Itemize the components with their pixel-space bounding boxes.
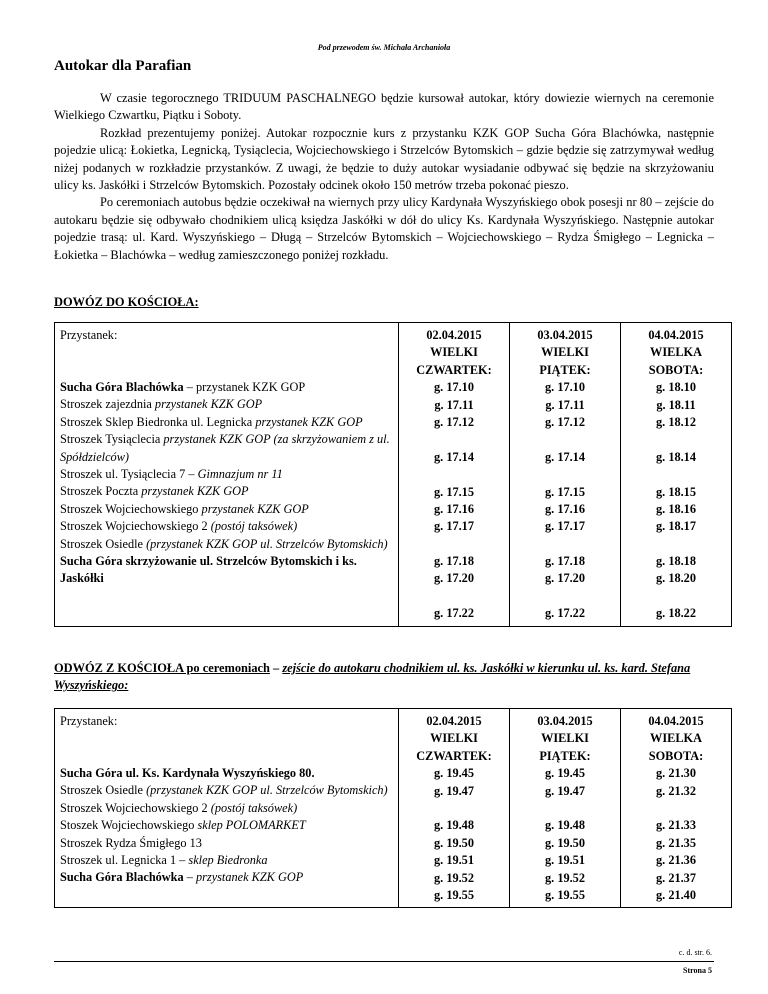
paragraph-2: Rozkład prezentujemy poniżej. Autokar rozpocznie kurs z przystanku KZK GOP Sucha Góra Blachówka, następnie pojedzie ulicą: Łokietka, Legnicką, Tysiąclecia, Wojciechowskiego i Strzelców Bytomskich – gdzie będzie się zatrzymywał według niżej podanych w rozkładzie przystanków. Z uwagi, że będzie to duży autokar wysiadanie odbywać się będzie na skrzyżowaniu ulicy ks. Jaskółki i Strzelców Bytomskich. Pozostały odcinek około 150 metrów trzeba pokonać pieszo. <box>54 125 714 193</box>
time-cell: g. 19.50 <box>434 835 474 850</box>
time-cell: g. 17.10 <box>545 380 585 395</box>
time-cell: g. 17.22 <box>545 606 585 621</box>
times-list <box>626 765 726 904</box>
time-cell: g. 21.32 <box>656 783 696 798</box>
time-cell: g. 19.45 <box>434 766 474 781</box>
stop-item: Stroszek Wojciechowskiego 2 (postój taksówek) <box>60 800 298 815</box>
time-cell: g. 19.51 <box>434 853 474 868</box>
stop-header: Przystanek: <box>60 328 118 342</box>
day-column-saturday <box>621 709 732 908</box>
time-cell <box>404 431 504 448</box>
stop-item: Stroszek ul. Tysiąclecia 7 – Gimnazjum nr 11 <box>60 467 283 482</box>
time-cell: g. 21.35 <box>656 835 696 850</box>
time-cell: g. 21.37 <box>656 870 696 885</box>
day-column-thursday <box>399 709 510 908</box>
time-cell: g. 18.10 <box>656 380 696 395</box>
table-row <box>55 323 732 627</box>
time-cell: g. 19.48 <box>434 818 474 833</box>
time-cell: g. 17.11 <box>545 397 585 412</box>
page-number: Strona 5 <box>683 966 712 975</box>
day-header: 04.04.2015 WIELKA SOBOTA: <box>648 328 704 377</box>
time-cell: g. 18.18 <box>656 554 696 569</box>
time-cell: g. 19.50 <box>545 835 585 850</box>
stops-column <box>55 323 399 627</box>
continuation-note: c. d. str. 6. <box>678 948 712 957</box>
time-cell <box>515 800 615 817</box>
time-cell <box>404 536 504 553</box>
time-cell: g. 19.52 <box>434 870 474 885</box>
time-cell: g. 17.12 <box>545 414 585 429</box>
day-column-saturday <box>621 323 732 627</box>
time-cell: g. 19.51 <box>545 853 585 868</box>
time-cell <box>515 431 615 448</box>
section-heading-arrival: DOWÓZ DO KOŚCIOŁA: <box>54 295 199 309</box>
article-body <box>54 90 714 264</box>
times-list <box>404 765 504 904</box>
stop-item: Stoszek Wojciechowskiego sklep POLOMARKET <box>60 818 306 833</box>
time-cell: g. 18.11 <box>656 397 696 412</box>
footer-divider <box>54 961 714 962</box>
day-header: 03.04.2015 WIELKI PIĄTEK: <box>537 328 593 377</box>
paragraph-1: W czasie tegorocznego TRIDUUM PASCHALNEGO będzie kursował autokar, który dowiezie wiernych na ceremonie Wielkiego Czwartku, Piątku i Soboty. <box>54 91 714 123</box>
time-cell: g. 17.17 <box>434 519 474 534</box>
section-heading-departure: ODWÓZ Z KOŚCIOŁA po ceremoniach – zejście do autokaru chodnikiem ul. ks. Jaskółki w kierunku ul. ks. kard. Stefana Wyszyńskiego: <box>54 661 691 693</box>
time-cell: g. 21.36 <box>656 853 696 868</box>
stop-item: Stroszek Poczta przystanek KZK GOP <box>60 484 249 499</box>
time-cell <box>404 588 504 605</box>
time-cell: g. 17.16 <box>434 501 474 516</box>
time-cell: g. 17.22 <box>434 606 474 621</box>
time-cell <box>515 588 615 605</box>
table-row <box>55 709 732 908</box>
time-cell: g. 17.16 <box>545 501 585 516</box>
stop-item: Stroszek Rydza Śmigłego 13 <box>60 835 202 850</box>
time-cell: g. 17.10 <box>434 380 474 395</box>
time-cell <box>626 536 726 553</box>
time-cell: g. 18.14 <box>656 449 696 464</box>
stop-item: Sucha Góra Blachówka – przystanek KZK GOP <box>60 380 306 394</box>
time-cell: g. 19.55 <box>545 887 585 902</box>
time-cell: g. 18.22 <box>656 606 696 621</box>
time-cell <box>515 466 615 483</box>
day-column-thursday <box>399 323 510 627</box>
time-cell: g. 18.16 <box>656 501 696 516</box>
time-cell: g. 17.18 <box>434 554 474 569</box>
time-cell: g. 17.15 <box>545 484 585 499</box>
time-cell <box>626 431 726 448</box>
time-cell: g. 17.20 <box>545 571 585 586</box>
departure-schedule-table <box>54 708 732 908</box>
time-cell: g. 17.14 <box>434 449 474 464</box>
time-cell <box>404 466 504 483</box>
time-cell: g. 17.17 <box>545 519 585 534</box>
time-cell: g. 21.33 <box>656 818 696 833</box>
day-header: 02.04.2015 WIELKI CZWARTEK: <box>416 328 492 377</box>
time-cell: g. 17.20 <box>434 571 474 586</box>
time-cell: g. 18.12 <box>656 414 696 429</box>
times-list <box>626 379 726 622</box>
stop-item: Sucha Góra Blachówka – przystanek KZK GOP <box>60 870 304 885</box>
times-list <box>404 379 504 622</box>
time-cell: g. 17.14 <box>545 449 585 464</box>
time-cell <box>626 800 726 817</box>
day-header: 02.04.2015 WIELKI CZWARTEK: <box>416 714 492 763</box>
time-cell: g. 19.45 <box>545 766 585 781</box>
stop-item: Stroszek Wojciechowskiego przystanek KZK GOP <box>60 501 309 516</box>
time-cell: g. 17.15 <box>434 484 474 499</box>
stops-column <box>55 709 399 908</box>
times-list <box>515 765 615 904</box>
time-cell: g. 17.11 <box>434 397 474 412</box>
time-cell: g. 19.52 <box>545 870 585 885</box>
stop-header: Przystanek: <box>60 714 118 728</box>
time-cell: g. 18.15 <box>656 484 696 499</box>
stop-item: Stroszek Sklep Biedronka ul. Legnicka przystanek KZK GOP <box>60 414 363 429</box>
time-cell <box>626 588 726 605</box>
time-cell: g. 18.20 <box>656 571 696 586</box>
time-cell: g. 19.55 <box>434 887 474 902</box>
stop-item: Sucha Góra ul. Ks. Kardynała Wyszyńskiego 80. <box>60 766 315 780</box>
time-cell: g. 18.17 <box>656 519 696 534</box>
day-header: 03.04.2015 WIELKI PIĄTEK: <box>537 714 593 763</box>
time-cell <box>404 800 504 817</box>
time-cell: g. 21.40 <box>656 887 696 902</box>
time-cell: g. 21.30 <box>656 766 696 781</box>
time-cell: g. 17.18 <box>545 554 585 569</box>
day-header: 04.04.2015 WIELKA SOBOTA: <box>648 714 704 763</box>
stops-list <box>60 379 393 588</box>
times-list <box>515 379 615 622</box>
stop-item: Stroszek Osiedle (przystanek KZK GOP ul. Strzelców Bytomskich) <box>60 536 388 551</box>
time-cell <box>626 466 726 483</box>
stop-item: Stroszek ul. Legnicka 1 – sklep Biedronka <box>60 853 268 868</box>
day-column-friday <box>510 323 621 627</box>
stop-item: Stroszek zajezdnia przystanek KZK GOP <box>60 397 263 412</box>
running-header: Pod przewodem św. Michała Archanioła <box>317 43 451 52</box>
time-cell <box>515 536 615 553</box>
stop-item: Stroszek Tysiąclecia przystanek KZK GOP (za skrzyżowaniem z ul. Spółdzielców) <box>60 432 390 464</box>
time-cell: g. 19.47 <box>434 783 474 798</box>
time-cell: g. 19.48 <box>545 818 585 833</box>
arrival-schedule-table <box>54 322 732 627</box>
stop-item: Stroszek Wojciechowskiego 2 (postój taksówek) <box>60 519 298 534</box>
day-column-friday <box>510 709 621 908</box>
time-cell: g. 19.47 <box>545 783 585 798</box>
paragraph-3: Po ceremoniach autobus będzie oczekiwał na wiernych przy ulicy Kardynała Wyszyńskiego obok posesji nr 80 – zejście do autokaru będzie się odbywało chodnikiem ulicą księdza Jaskółki w dół do ulicy Ks. Kardynała Wyszyńskiego. Następnie autokar pojedzie trasą: ul. Kard. Wyszyńskiego – Długą – Strzelców Bytomskich – Wojciechowskiego – Rydza Śmigłego – Legnicka – Łokietka – Blachówka – według zamieszczonego poniżej rozkładu. <box>54 195 714 262</box>
stop-item: Sucha Góra skrzyżowanie ul. Strzelców Bytomskich i ks. Jaskółki <box>60 554 357 586</box>
stops-list <box>60 765 393 887</box>
article-title: Autokar dla Parafian <box>54 58 192 74</box>
time-cell: g. 17.12 <box>434 414 474 429</box>
stop-item: Stroszek Osiedle (przystanek KZK GOP ul. Strzelców Bytomskich) <box>60 783 388 798</box>
